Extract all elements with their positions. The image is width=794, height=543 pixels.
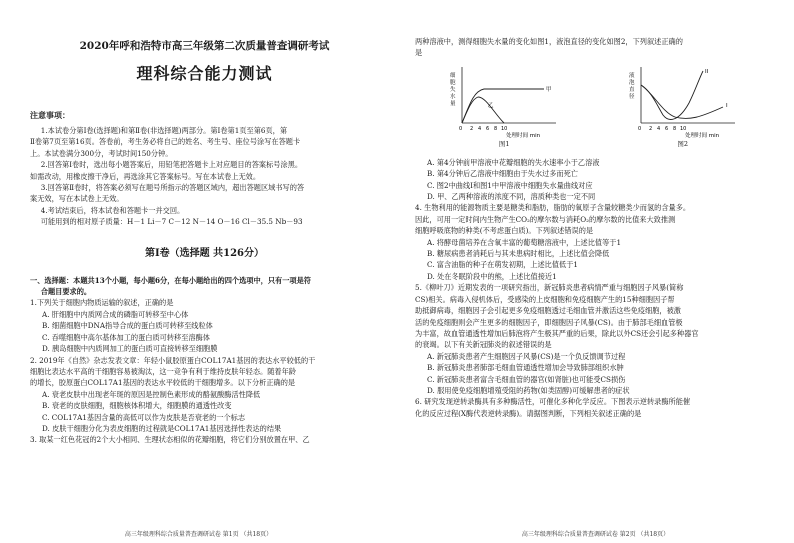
fig1-label-jia: 甲 xyxy=(546,86,552,93)
question-6-stem: 6. 研究发现逆转录酶具有多种酶活性，可催化多种化学反应。下图表示逆转录酶所能催 xyxy=(415,397,691,407)
part-intro: 合题目要求的。 xyxy=(40,287,92,297)
figure-1-caption: 图1 xyxy=(498,139,510,148)
q4-option-c: C. 富含油脂的种子在萌发初期，上述比值低于1 xyxy=(427,260,578,270)
note-line: 案无效，写在本试卷上无效。 xyxy=(30,194,124,204)
fig2-ylabel: 液 xyxy=(628,72,635,79)
page-footer: 高三年级理科综合质量普查调研试卷 第1页 （共18页） xyxy=(124,531,273,538)
q1-option-a: A. 肝细胞中内质网合成的磷脂可转移至中心体 xyxy=(42,309,189,319)
q3-option-a: A. 第4分钟前甲溶液中花瓣细胞的失水速率小于乙溶液 xyxy=(427,157,600,167)
fig2-tick: 8 xyxy=(672,125,676,132)
fig2-ylabel: 直 xyxy=(628,86,635,93)
fig2-tick: 2 xyxy=(648,125,652,132)
q5-option-d: D. 服用使免疫细胞增殖受阻的药物(如类固醇)可缓解患者的症状 xyxy=(427,385,630,395)
fig2-ylabel: 泡 xyxy=(628,79,635,86)
question-5-stem: 的衰竭。以下有关新冠肺炎的叙述错误的是 xyxy=(415,340,552,350)
q2-option-a: A. 衰老皮肤中出现老年斑的原因是控制色素形成的酪氨酸酶活性降低 xyxy=(42,389,261,399)
q5-option-c: C. 新冠肺炎患者富含毛细血管的器官(如肾脏)也可能受CS损伤 xyxy=(427,374,626,384)
question-3-cont: 是 xyxy=(415,48,423,58)
note-line: 4.考试结束后，将本试卷和答题卡一并交回。 xyxy=(40,205,185,215)
fig2-curve-2 xyxy=(641,71,703,119)
fig2-label-2: II xyxy=(704,68,708,75)
q1-option-c: C. 吞噬细胞中高尔基体加工的蛋白质可转移至溶酶体 xyxy=(42,332,210,342)
figure-2-plot xyxy=(623,63,743,139)
figure-1-plot xyxy=(444,63,564,139)
figure-2-caption: 图2 xyxy=(677,139,689,148)
notes-heading: 注意事项： xyxy=(30,110,70,120)
question-5-stem: CS)相关。病毒入侵机体后，受感染的上皮细胞和免疫细胞产生的15种细胞因子帮 xyxy=(415,294,675,304)
fig1-curve-yi xyxy=(462,97,504,123)
right-page xyxy=(397,0,794,543)
q1-option-b: B. 细菌细胞中DNA指导合成的蛋白质可转移至线粒体 xyxy=(42,321,213,331)
question-2-stem: 细胞比表达水平高的干细胞容易被淘汰，这一竞争有利于维持皮肤年轻态。随着年龄 xyxy=(30,366,296,376)
note-line: 2.回答第Ⅰ卷时，选出每小题答案后，用铅笔把答题卡上对应题目的答案标号涂黑。 xyxy=(40,160,303,170)
question-2-stem: 的增长，胶原蛋白COL17A1基因的表达水平较低的干细胞增多。以下分析正确的是 xyxy=(30,378,296,388)
fig1-tick: 2 xyxy=(470,125,474,132)
fig2-tick: 4 xyxy=(656,125,660,132)
note-line: Ⅱ卷第7页至第16页。答卷前，考生务必将自己的姓名、考生号、座位号涂写在答题卡 xyxy=(30,137,301,147)
q3-option-b: B. 第4分钟后乙溶液中细胞由于失水过多而死亡 xyxy=(427,169,578,179)
q5-option-a: A. 新冠肺炎患者产生细胞因子风暴(CS)是一个负反馈调节过程 xyxy=(427,351,626,361)
note-line: 3.回答第Ⅱ卷时，将答案必须写在题号所指示的答题区域内，超出答题区域书写的答 xyxy=(40,183,305,193)
exam-title: 2020年呼和浩特市高三年级第二次质量普查调研考试 xyxy=(79,40,330,52)
q1-option-d: D. 胰岛细胞中内质网加工的蛋白质可直接转移至细胞膜 xyxy=(42,344,218,354)
fig1-tick: 6 xyxy=(486,125,490,132)
question-1-stem: 1.下列关于细胞内物质运输的叙述，正确的是 xyxy=(30,298,174,308)
question-4-stem: 因此，可用一定时间内生物产生CO₂的摩尔数与消耗O₂的摩尔数的比值来大致推测 xyxy=(415,214,676,224)
question-5-stem: 5.《柳叶刀》近期发表的一项研究指出，新冠肺炎患者病情严重与细胞因子风暴(简称 xyxy=(415,283,684,293)
question-5-stem: 为丰富，故血管通透性增加后肺泡将产生极其严重的后果，除此以外CS还会引起多种器官 xyxy=(415,328,699,338)
fig1-tick: 10 xyxy=(501,125,508,132)
fig2-tick: 0 xyxy=(637,125,641,132)
question-3-stem: 3. 取某一红色花冠的2个大小相同、生理状态相似的花瓣细胞，将它们分别放置在甲、乙 xyxy=(30,435,310,445)
q5-option-b: B. 新冠肺炎患者肺部毛细血管通透性增加会导致肺部组织水肿 xyxy=(427,363,624,373)
fig2-label-1: I xyxy=(725,102,728,109)
q2-option-b: B. 衰老的皮肤细胞，细胞核体积增大，细胞膜的通透性改变 xyxy=(42,401,232,411)
question-2-stem: 2. 2019年《自然》杂志发表文章：年轻小鼠胶原蛋白COL17A1基因的表达水平较低的干 xyxy=(30,355,316,365)
part-intro: 一、选择题：本题共13个小题，每小题6分，在每小题给出的四个选项中，只有一项是符 xyxy=(30,275,311,285)
fig1-ylabel: 细 xyxy=(450,72,456,79)
q2-option-d: D. 皮肤干细胞分化为表皮细胞的过程就是COL17A1基因选择性表达的结果 xyxy=(42,423,282,433)
question-5-stem: 助抵御病毒，细胞因子会引起更多免疫细胞透过毛细血管并激活这些免疫细胞，被激 xyxy=(415,306,681,316)
fig2-tick: 6 xyxy=(664,125,668,132)
fig1-tick: 0 xyxy=(459,125,463,132)
page-footer: 高三年级理科综合质量普查调研试卷 第2页 （共18页） xyxy=(521,531,670,538)
note-line: 1.本试卷分第Ⅰ卷(选择题)和第Ⅱ卷(非选择题)两部分。第Ⅰ卷第1页至第6页，第 xyxy=(40,126,288,135)
figure-row xyxy=(415,63,772,151)
q4-option-a: A. 将酵母菌培养在含氧丰富的葡萄糖溶液中，上述比值等于1 xyxy=(427,237,622,247)
figure-1 xyxy=(444,63,564,148)
q3-option-c: C. 图2中曲线Ⅰ和图1中甲溶液中细胞失水量曲线对应 xyxy=(427,180,593,190)
fig1-ylabel: 量 xyxy=(450,100,456,107)
q3-option-d: D. 甲、乙两种溶液的浓度不同，溶质种类也一定不同 xyxy=(427,192,596,202)
fig1-ylabel: 水 xyxy=(450,93,456,100)
fig1-tick: 8 xyxy=(494,125,498,132)
question-4-stem: 细胞呼吸底物的种类(不考虑蛋白质)。下列叙述错误的是 xyxy=(415,226,594,236)
question-4-stem: 4. 生物利用的能源物质主要是糖类和脂肪，脂肪的氧原子含量较糖类少而氢的含量多。 xyxy=(415,203,691,213)
q2-option-c: C. COL17A1基因含量的高低可以作为皮肤是否衰老的一个标志 xyxy=(42,412,246,422)
figure-2 xyxy=(623,63,743,148)
fig1-xlabel: 处理时间 min xyxy=(506,132,541,139)
atomic-mass-line: 可能用到的相对原子质量：H－1 Li－7 C－12 N－14 O－16 Cl－35.5 Nb－93 xyxy=(40,217,303,227)
fig2-xlabel: 处理时间 min xyxy=(684,132,719,139)
fig1-tick: 4 xyxy=(478,125,482,132)
fig2-ylabel: 径 xyxy=(628,93,635,100)
fig1-ylabel: 胞 xyxy=(450,79,456,86)
fig1-ylabel: 失 xyxy=(450,86,456,93)
fig2-tick: 10 xyxy=(679,125,687,132)
note-line: 如需改动，用橡皮擦干净后，再选涂其它答案标号。写在本试卷上无效。 xyxy=(30,171,261,181)
fig1-label-yi: 乙 xyxy=(488,102,494,109)
note-line: 上。本试卷满分300分，考试时间150分钟。 xyxy=(30,148,173,158)
q4-option-d: D. 处在冬眠阶段中的熊，上述比值接近1 xyxy=(427,271,557,281)
fig1-curve-jia xyxy=(462,89,544,123)
question-6-stem: 化的反应过程(X酶代表逆转录酶)。请据图判断，下列相关叙述正确的是 xyxy=(415,408,642,418)
question-5-stem: 活的免疫细胞则会产生更多的细胞因子，即细胞因子风暴(CS)。由于肺部毛细血管极 xyxy=(415,317,683,327)
section-title: 第Ⅰ卷（选择题 共126分） xyxy=(144,247,265,259)
question-3-cont: 两种溶液中，测得细胞失水量的变化如图1，液泡直径的变化如图2，下列叙述正确的 xyxy=(415,37,683,46)
q4-option-b: B. 糖尿病患者消耗后与其未患病时相比，上述比值会降低 xyxy=(427,249,610,259)
subject-title: 理科综合能力测试 xyxy=(136,64,273,83)
